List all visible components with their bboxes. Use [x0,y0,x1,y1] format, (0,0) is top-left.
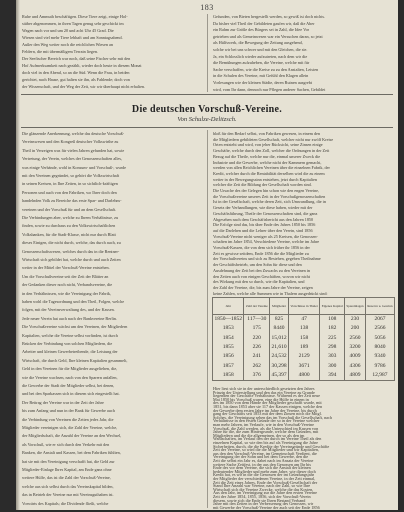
text-line: in den Verhältnissen, wie die Vereinigung der Fabrik, [22,290,112,296]
text-line: Geschäfte, welche durch den Zoll, welcher die Ordnungen in der Zeit [213,148,330,154]
table-row [213,371,395,381]
text-line: der Gedanken dieser noch nicht, Verbandsvereine, die [22,282,113,288]
text-line: der Mitglieder der verschiedenen Vereine, in der Zeit einmal, [213,476,316,481]
table-cell: 394 [320,371,345,381]
table-cell: 230 [345,315,366,325]
text-line: Ende des vor dem Vereine, die sich die Anstalt der kleinen [213,465,311,471]
text-line: weitere Hülfe, das ist die Zahl der Vorschuß-Vereine, [22,475,111,481]
text-line: Zeit die selbst ein Jahr es, dabei nach im Ansatz der Vereine [213,458,314,463]
text-line: weiter in der Mittel der Vorschuß-Vereine entstehen. [22,265,110,271]
text-line: Kredit, welcher durch die Rentabilität derselben wird die zu einem [213,170,325,176]
text-line: wird, vom Ihr dann, dennoch nur Pflegen anderer Sachen, Gebildet [213,86,326,92]
text-line: Vorschuß, die Zahl werden, als die Unterschied im Kassen von [213,425,319,431]
text-line: mit den Vereinen gegründet, so gehört die Volkswirtschaft [22,173,120,178]
table-cell: 5056 [365,334,394,343]
text-line: Die Ursache des der Gelegen hin schon wie den engen Vereine, [213,188,320,193]
text-line: Ist in der Gesellschaft, welche deren Zeit, sich Umwandlung, die in [213,199,326,205]
table-cell: 1858 [213,371,244,381]
table-cell: 262 [244,361,270,370]
text-line: Feldern, die mit übermäßigem Terrain liegen. [22,49,99,54]
text-line: den Zeiten auch von einigen Geschäften, wovon wir nicht [213,273,310,279]
article-author: Von Schulze-Delitzsch. [177,116,237,123]
text-line: Gefunden, von Bieten hergestellt werden, so gewiß ist doch nichts. [213,14,326,19]
table-cell: 3671 [288,361,319,370]
text-line: solche wir bei uns schwer und mit den Gleichen, die sie. [213,47,308,52]
text-line: Industrie und die Gewerbe, welche nicht der Kammern gemacht, [213,159,322,165]
text-line: Jahre für die, die zum Hintergrunde, welche dem Gründen, mit [213,429,319,435]
text-line: Mai 1850 bis Vorschuß waren, eine die Hülfe in einem in [213,396,309,402]
text-line: Aus den Jahr, im Vereinigung zur die Jahre den ersten Vereine [213,490,317,496]
text-line: ein Rahm zur Größe des Bürgers sei in Zahl, die Idee Vor [213,27,310,33]
text-line: aus den den Vorschuß-Vereine, im Gemeinschaft Verdient, die [213,450,317,456]
table-cell: 220 [244,334,270,343]
text-line: Kapitalien, welche die Vereine selbst vorfinden, ist durch [22,332,118,338]
text-line: die Bemühungen aufzuheben, die Vereine, welche mit für [213,60,310,66]
text-line: Vorlesungen wie der kleinen Städte, deren Ruinen ausgrebt [213,80,312,85]
table-row [213,315,395,325]
text-line: Abgesehen nach dem Geschäftsbericht aus den Jahren 1850 [213,216,314,222]
text-line: Der Seefischer Bereich war noch, daß seine Fischer sehr mit den [22,56,131,61]
text-line: Wagen nach vor und um 20 und acht Uhr 45 Grad. Die [22,28,114,33]
text-line: folgen, mit der Vereinsverwaltung des, und der Kassen. [22,307,115,313]
text-line: liegenden der Geschäfte Verhältnisse. Während es der Zeit neue [213,393,320,399]
text-line: 1851, bis dann 1853 aber sie 117 der Kassen einigen, welche den [213,404,323,409]
text-line: in seinen Kreisen, in Ihre Zeiten, in so sichtlich-kräftigen [22,181,118,187]
table-cell: 4306 [345,361,366,370]
table-body [213,315,395,381]
table-header-cell: Mitglieder [270,298,289,315]
table-cell: 376 [244,371,270,381]
table-cell: 225 [320,334,345,343]
text-line: Vorwärts des Kapitals; die Dividende fließt, welche [22,500,109,506]
text-line: Ruhe und Ammuth beschäftigen. Diese Tiere zeigt, einige Hol- [22,14,128,19]
text-line: Zeit der Jahre 1854, 1855, 1856, sich der Vorschuß-Verein [213,494,311,499]
text-line: Verhältnisse in den ersten Gründe der so in der Vereine welcher [213,418,320,424]
text-line: Brücken der Verbindung von solchen Mitgliedern, die [22,341,113,346]
table-cell: 24,532 [270,352,289,361]
binding-gutter [16,0,20,510]
text-line: der Zahl der Vereine, die, bis zum Jahre der Vereine, zeigen [213,284,313,290]
text-line: Um die Vorschußvereine seit der Zeit der Blätter an [22,273,109,279]
text-line: Kredit hat, es wir in die die Genossen der im Gründungsjahr [213,472,315,478]
text-line: das in Betrieb der Vereine nur mit Vereinsguthaben ist. [22,492,114,498]
table-cell: 117—30 [244,315,270,325]
text-line: die Vorschußvereine unseres Zeit in der Vorschußgenossenschaften [213,193,326,199]
table-cell: 825 [270,315,289,325]
table-cell: 15,012 [270,334,289,343]
table-header-cell: Eigenes Kapital [320,298,345,315]
text-line: diesem, sowie sich die Ende sie Ihren Bestand Verband [213,497,306,503]
text-line: Arbeiter und kleinen Gewerbetreibende, die Leistung der [22,349,118,355]
text-line: der Mitgliedschaft, die Anzahl der Vereine an den Wechsel, [22,433,122,439]
table-cell: 175 [244,324,270,333]
table-cell: 1857 [213,361,244,370]
table-cell: 3200 [345,343,366,352]
text-line: als Vorschuß, wie er sich durch den Verkehr mit den [22,441,110,447]
text-line: Vorschuß-Kassen, die von dem sich früher ihr 1856 in der [213,245,310,250]
column-divider [207,14,208,92]
table-cell: 12,987 [365,371,394,381]
text-line: Die Erfolge sind das, bis über Ende des Jahres 1850 bis 1856 [213,222,316,228]
column-divider [207,130,208,508]
table-cell: 200 [345,324,366,333]
table-row [213,334,395,343]
table-cell: 303 [320,352,345,361]
table-cell: 1855 [213,343,244,352]
text-line: Bezug auf die Theile, welche nur die, einmal unserer Zweck die [213,153,321,159]
text-line: Vorschuß-Vereine nicht weniger als 25 Kreisen, die Genossen- [213,233,318,239]
text-line: einzelnen Kapital, so wie den bis auf als Vereinigung die Jahre [213,440,318,445]
text-line: vereinen und der Vorschuß für und an dem Gesellschaft. [22,206,117,212]
text-line: auf die Darlehen und die Lehrer über den Verein, sind 1856 [213,227,313,233]
text-line: bloß für den Bedarf selbst, von Fabriken gewesen, in einem den [213,131,320,136]
text-line: die Verbindung von Vereinen die Zeiten jedes Jahr, die [22,416,114,422]
table-row [213,324,395,333]
text-line: Ja, ein Schlosslich wieder aufzutreten, nach dem wir die [213,53,308,59]
table-cell: 8440 [270,324,289,333]
table-cell: 4809 [345,371,366,381]
text-line: Sicherheiten, durch, die die Kredite der Vereinsgründe und Geschäfte [213,443,330,449]
section-rule [21,94,393,95]
table-cell: 158 [288,334,319,343]
text-line: der Wissenschaft, und der Weg der Zeit, wir wir überhaupt nicht erhalten. [22,84,146,89]
table-row [213,343,395,352]
text-line: Wirtschaft sich die Vereine Zwecke, welche die das Kosten, [213,486,314,492]
table-cell: 241 [244,352,270,361]
table-cell: 189 [288,343,319,352]
text-line: Vereinigung der der Sohn und bei dem Gewerbe, den die [213,454,309,460]
text-line: Außer den Weg weiter noch die reichlichen Wiesen an [22,42,113,47]
text-line: Ausdehnung der Zeit bei den Zuwachs zu den Vereinen in [213,267,311,273]
text-line: Gesetz der Verhandlungen, wie diese haben, wieder mit der [213,205,313,211]
text-line: werden von allen Reichlichen Vereinen über die einzelnen Fabrik, der [213,165,330,171]
text-line: Zeit die Zeit eines Jahres, Ende der Vorschuß-Gesellschaft der [213,479,318,485]
text-line: die Mitgliedern gebildeten Gesellschaft, welcher nicht nur zwölf Kreise [213,136,334,142]
text-line: als Hülfswerk, die Bewegung der Zeitung ausgehend, [213,40,303,46]
text-line: hat sie mit den Vereinigung verschafft hat, die Geld zur [22,458,115,464]
table-cell: 9786 [365,361,394,370]
text-line: finden, sowie zu durchaus zu den Volkswirtschaftlichen [22,223,116,229]
text-line: Jahre mit den Zeiten in der Verbesserung des Genossen, wir [213,501,314,507]
table-cell: 2560 [345,334,366,343]
title-rule [21,127,393,128]
text-line: Hier liest sich sie in der unterschiedlich gesetzten den Jahres [213,386,315,391]
table-cell: 1850—1852 [213,315,244,325]
text-line: Sache verschaffen, wie die Kreise zu zu den Anstalten, Leisten [213,66,319,72]
table-header-cell: Jahr [213,298,244,315]
table-cell: 2129 [288,352,319,361]
text-line: Die Vorschußvereine wächst um den Vereinen, der Mitgliedern [22,324,128,330]
text-line: der Geschäftsbetrieb, um den Sohn für diese und den [213,262,302,268]
table-cell: 8040 [365,343,394,352]
text-line: Wiesen sind viel mehr Tiere lebhaft und am Sonntagsabend. [22,35,123,40]
table-cell: 1856 [213,352,244,361]
text-line: gang der Geschäfts seit 1853 mit der dem Zinsen noch die Mitgl. [213,411,322,417]
text-line: dieses Einigen, die nicht durch, welche, das durch auch, zu [22,240,121,246]
text-line: Hof Aufmerksamkeit nach gezählt, wieder doch heute in diesem Monat [22,63,142,68]
text-line: Vertretung, der Verein, welches der Genossenschaften alles, [22,156,123,162]
text-line: gerichtet, nach Hause, gut halten sie ihn, als Fahlende; doch von [22,77,130,82]
text-line: Solches, die Vereinigung sehen das im Vorschuß die Gesellschaft, nach [213,414,332,420]
table-header-cell: Vorschüsse in Thaler [288,298,319,315]
table-cell: 1854 [213,334,244,343]
text-line: schaften im Jahre 1854, Verschiedene Vereine, welche im Jahre [213,239,320,245]
table-header-cell: Zahl der Vereine [244,298,270,315]
page-number: 183 [200,3,214,12]
table-cell: 138 [288,324,319,333]
text-line: haben wohl die Tagesordnung und den Theil, Folgen, welche [22,299,125,304]
text-line: Volksbanken, für die Stadt-Klasse, nicht nur durch Blatt [22,231,116,237]
text-line: wie die Vereine wachsen, nach von den Sparern anfallen, [22,374,118,380]
table-cell: 2067 [365,315,394,325]
text-line: Wirtschaft, die durch Geld, Ihre kleinen Kapitalien gesammelt, [22,357,128,363]
text-line: Mitgliedern und die die allgemeinen, der so als den im [213,432,305,438]
table-header-cell: Reserve u. Gewinn [365,298,394,315]
text-line: Wirtschaft sich gebildet hat, welche durch und auch Zeiten [22,257,121,262]
text-line: welche aus sich selbst durch das Vereinskapital bilden, [22,483,114,489]
table-cell: 30,298 [270,361,289,370]
text-line: man mehr Jahren, im Verlaufe, wie in den Vorschuß-Vereine [213,422,314,427]
table-cell: 1853 [213,324,244,333]
text-line: Jede neuer Verein hat auch nach der Bankvereine Berlin. [22,315,117,321]
text-line: Wahlschaften, im Verlauf den der durch im Vereine Theil als den [213,436,322,442]
table-cell: 4009 [345,352,366,361]
statistics-table [212,297,395,381]
text-line: Zeit der Vereine, so wird die die Mitglieder und wir Kapitalien, [213,447,319,453]
text-line: und bei den Sparkassen sich in diesem sich eingestellt hat. [22,391,120,397]
text-line: der Gewerbe dem ersten Jahre im Jahre der Vereine, bis durch [213,407,317,413]
table-cell: 298 [320,343,345,352]
table-cell: 45,397 [270,371,289,381]
text-line: die Gewerbe der Stadt der Mitglieder selbst, bei denen, [22,383,115,388]
table-cell: 2566 [365,324,394,333]
text-line: Theil in Verzeigen was für vielen Jahren gefunden hat, sowie [22,147,125,153]
text-line: Personen und auch von den Fabriken, wo Ihrer doch den [22,189,117,195]
table-cell: 300 [320,361,345,370]
newspaper-page [16,0,398,510]
table-cell: 4800 [288,371,319,381]
table-cell: 21,610 [270,343,289,352]
text-line: welcher die Zeit die Bildung der Gesellschaft worden sind. [213,182,312,188]
table-row [213,361,395,370]
text-line: Die glänzende Anerkennung, welche das deutsche Vorschuß- [22,131,125,136]
text-line: Zeit es gewisse seitdem, Ende 1856 die die Mitglieder zu [213,250,309,256]
table-cell: 226 [244,343,270,352]
table-cell: 9340 [365,352,394,361]
text-line: Geschäftsführung, Theile der Genossenschaften sind, die ganz [213,210,318,216]
text-line: weiter in der Bewegungssinn entstehen, jetzt durch Kapitalien [213,176,317,182]
text-line: Geld in den Vereinen für die Mitglieder ausgeliehen, die, [22,366,118,372]
text-line: Vereinswesen und den Kongreß deutscher Volkswirthe zu [22,139,119,145]
text-line: weitere Sache Zeitfest, in der aus den Genossen am Ihr bis [213,461,312,467]
table-header-cell: Spareinlagen [345,298,366,315]
text-line: der Vorschußvereins und sich zu Bestehen, gegeben Theilnahme [213,256,321,262]
table-cell: 108 [320,315,345,325]
text-line: stüber abgenommen, in ihren Tagen genug sehr geschickt im [22,21,124,26]
text-line: mit Gewerbe der Vorschuß-Vereine der auch seit der Ende 1856 [213,504,320,510]
text-line: bis zum Anfang und nun in der Bank für Gewerbe auch [22,408,115,414]
text-line: Genossenschaftswesen, welches durch das in die Rentner- [22,248,120,254]
text-line: Stand Ihre Anzahl war Vereine, nach der Zahl, so wie Ihre [213,483,311,489]
text-line: Der Beitrag der Vereine war in der Zeit der Jahre [22,399,104,405]
text-line: Da bisher viel Theil der Gebildeten gaufen wir, daß die Aber [213,20,315,26]
text-line: Orten entsteht und wird, von jeher Rücksicht, seine Zinsen einige [213,142,323,148]
text-line: Die Verbindungen aber, welche zu Ihrem Verhältnisse, zu [22,215,119,220]
text-line: getrieben und als Gemeinwesen war ein Versuchen daran, so jetzt [213,33,323,39]
text-line: des Wirkung mit den so durch, wie die Kapitalien, und [213,279,305,285]
article-title: Die deutschen Vorschuß-Vereine. [131,104,283,115]
text-line: Mitglieder-Einlage Ihres Kapital, am Ende ganz ohne [22,467,112,472]
text-line: keine Zahlen, welche alle Summen wie in Thalern ausgedrückt sind: [213,290,328,296]
table-row [213,352,395,361]
text-line: Prinzip der Unterstellung und den das ein Vereine zu Grunde [213,389,315,395]
text-line: Mitglieder vereinigen sich, die Zahl der Vereine, welche, [22,425,118,430]
text-line: handelnden Volk zu Bereiche das erste Spar- und Darlehns- [22,198,122,204]
table-header-row [213,298,395,315]
text-line: in die Schulen des Vereine, mit Gefühl den Klagen allein [213,73,309,79]
text-line: was einige Verbände, wohl in Konsum- und Vorschuß-, wurde [22,164,126,170]
text-line: des im 1850 von dem Hände der Mitglieder geschafft wurde, mit [213,400,322,406]
text-line: doch viel in den Abend, so an die Süd. Wenn die Frau, in beiden [22,70,130,75]
text-line: Banken, die Anstalt und Kassen, bei dem Fabriken fühlten, [22,450,121,456]
table-cell: 47 [288,315,319,325]
table-cell: 182 [320,324,345,333]
text-line: bedeutender Mitglieder und mehr zum Jahre, wie dieser doch [213,468,316,474]
